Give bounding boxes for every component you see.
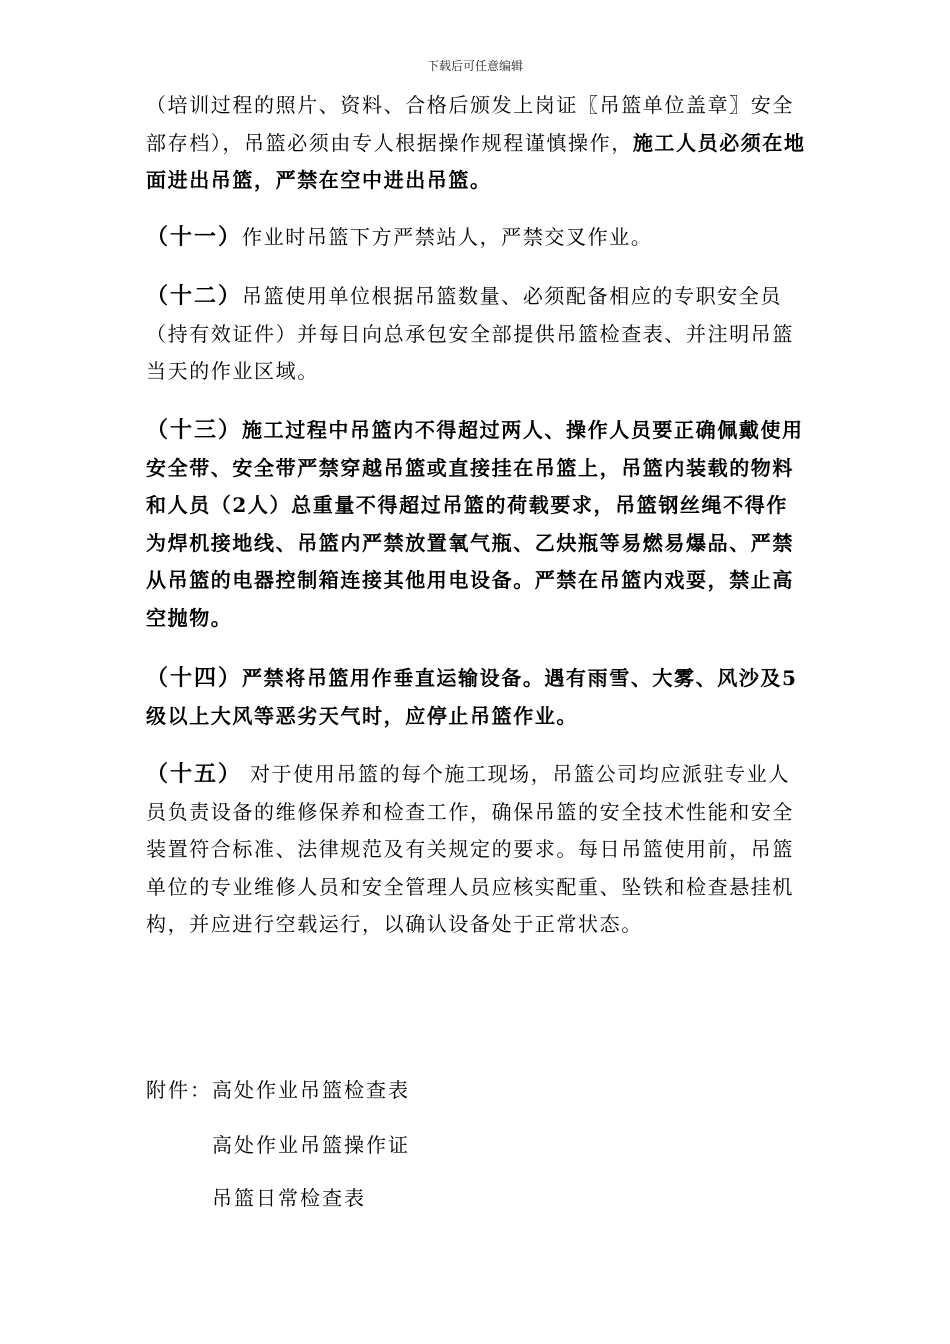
paragraph-12 <box>146 278 806 391</box>
attachments-label: 附件： <box>146 1078 212 1102</box>
paragraph-14 <box>146 660 806 735</box>
item-number: （十四） <box>146 665 243 691</box>
paragraph-bold-text: 严禁将吊篮用作垂直运输设备。遇有雨雪、大雾、风沙及5级以上大风等恶劣天气时，应停止吊篮作业。 <box>146 666 798 728</box>
attachment-item: 高处作业吊篮操作证 <box>212 1133 410 1157</box>
paragraph-text: （培训过程的照片、资料、合格后颁发上岗证〖吊篮单位盖章〗安全部存档），吊篮必须由专人根据操作规程谨慎操作， <box>146 93 794 155</box>
page-header-note: 下载后可任意编辑 <box>426 59 523 73</box>
paragraph-text: 作业时吊篮下方严禁站人，严禁交叉作业。 <box>242 225 653 249</box>
item-number: （十二） <box>146 283 243 309</box>
attachment-item: 吊篮日常检查表 <box>212 1186 366 1210</box>
item-number: （十三） <box>146 417 243 443</box>
attachment-item: 高处作业吊篮检查表 <box>212 1078 410 1102</box>
paragraph-text: 对于使用吊篮的每个施工现场，吊篮公司均应派驻专业人员负责设备的维修保养和检查工作，确保吊篮的安全技术性能和安全装置符合标准、法律规范及有关规定的要求。每日吊篮使用前，吊篮单位的专业维修人员和安全管理人员应核实配重、坠铁和检查悬挂机构，并应进行空载运行，以确认设备处于正常状态。 <box>146 762 794 936</box>
item-number: （十一） <box>146 224 243 250</box>
paragraph-11 <box>146 219 806 257</box>
paragraph-bold-text: 施工人员必须在地面进出吊篮，严禁在空中进出吊篮。 <box>146 130 806 192</box>
paragraph-training <box>146 87 806 200</box>
paragraph-text: 吊篮使用单位根据吊篮数量、必须配备相应的专职安全员（持有效证件）并每日向总承包安全部提供吊篮检查表、并注明吊篮当天的作业区域。 <box>146 284 794 383</box>
paragraph-13 <box>146 412 806 637</box>
item-number: （十五） <box>146 761 243 787</box>
paragraph-bold-text: 施工过程中吊篮内不得超过两人、操作人员要正确佩戴使用安全带、安全带严禁穿越吊篮或直接挂在吊篮上，吊篮内装载的物料和人员（2人）总重量不得超过吊篮的荷载要求，吊篮钢丝绳不得作为焊机接地线、吊篮内严禁放置氧气瓶、乙炔瓶等易燃易爆品、严禁从吊篮的电器控制箱连接其他用电设备。严禁在吊篮内戏耍，禁止高空抛物。 <box>146 418 804 630</box>
paragraph-15 <box>146 756 806 944</box>
